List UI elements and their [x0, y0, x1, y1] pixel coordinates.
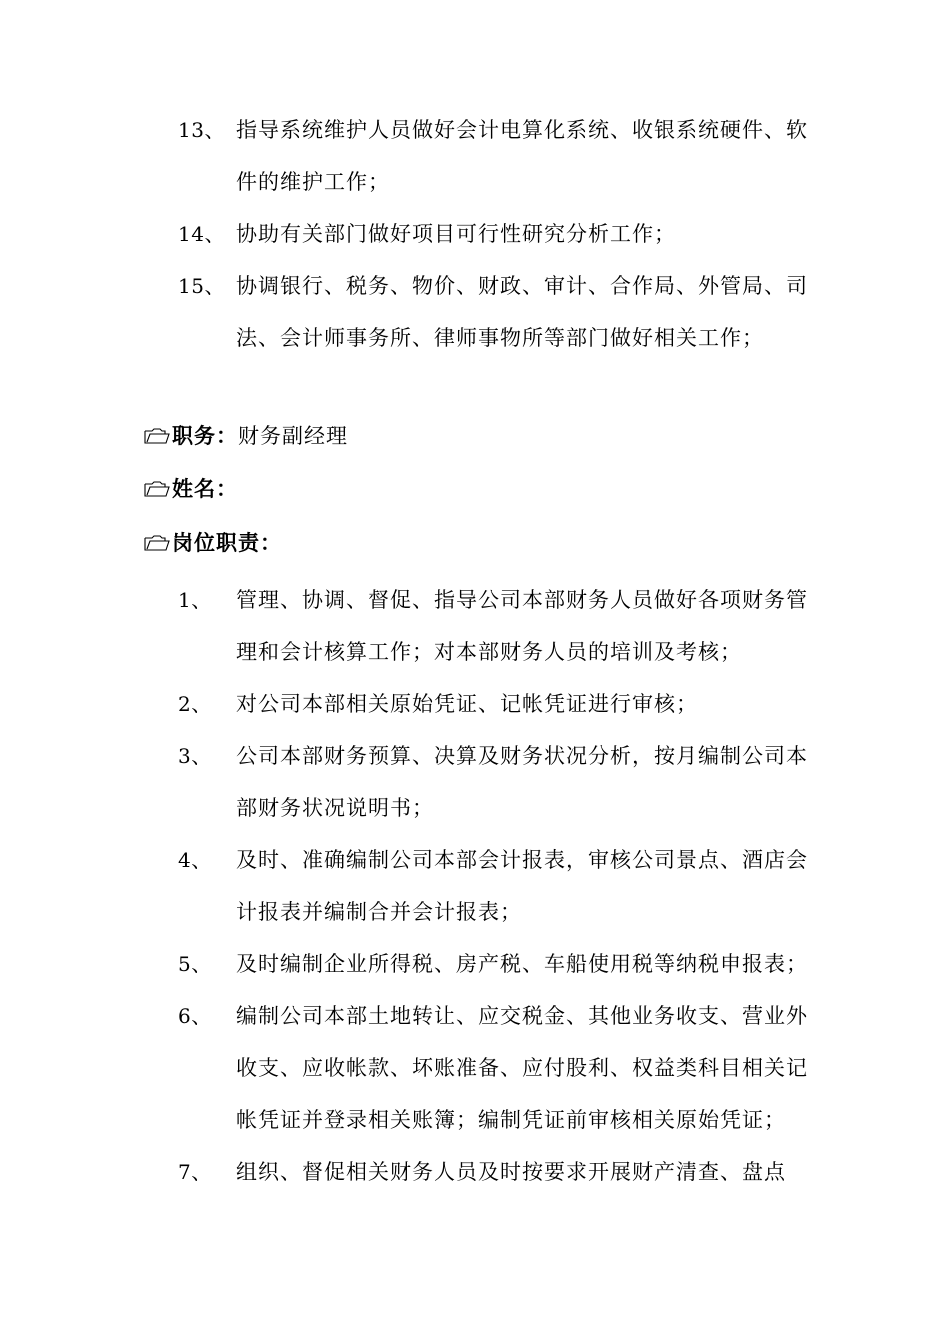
- continued-duty-list: [0, 104, 950, 364]
- item-text: 及时、准确编制公司本部会计报表，审核公司景点、酒店会计报表并编制合并会计报表；: [236, 848, 808, 924]
- item-number: 13、: [178, 118, 225, 142]
- list-item: [0, 990, 950, 1146]
- list-item: [0, 938, 950, 990]
- list-item: [0, 208, 950, 260]
- item-number: 1、: [178, 588, 212, 612]
- item-text: 及时编制企业所得税、房产税、车船使用税等纳税申报表；: [236, 952, 808, 976]
- folder-outline-icon: [144, 535, 170, 551]
- list-item: [0, 730, 950, 834]
- item-number: 7、: [178, 1160, 212, 1184]
- position-value: 财务副经理: [238, 424, 348, 448]
- item-number: 2、: [178, 692, 212, 716]
- item-text: 协调银行、税务、物价、财政、审计、合作局、外管局、司法、会计师事务所、律师事物所等部门做好相关工作；: [236, 274, 808, 350]
- list-item: [0, 104, 950, 208]
- item-text: 组织、督促相关财务人员及时按要求开展财产清查、盘点: [236, 1160, 786, 1184]
- item-number: 6、: [178, 1004, 212, 1028]
- duty-list: [0, 574, 950, 1198]
- list-item: [0, 834, 950, 938]
- item-text: 协助有关部门做好项目可行性研究分析工作；: [236, 222, 676, 246]
- position-heading: [144, 421, 348, 451]
- item-text: 对公司本部相关原始凭证、记帐凭证进行审核；: [236, 692, 698, 716]
- duties-label: 岗位职责：: [172, 530, 282, 555]
- item-number: 4、: [178, 848, 212, 872]
- list-item: [0, 1146, 950, 1198]
- duties-heading: [144, 528, 282, 558]
- name-heading: [144, 474, 238, 504]
- list-item: [0, 574, 950, 678]
- list-item: [0, 260, 950, 364]
- item-number: 14、: [178, 222, 225, 246]
- item-text: 公司本部财务预算、决算及财务状况分析，按月编制公司本部财务状况说明书；: [236, 744, 808, 820]
- folder-outline-icon: [144, 481, 170, 497]
- position-label: 职务：: [172, 423, 238, 448]
- name-label: 姓名：: [172, 476, 238, 501]
- item-text: 编制公司本部土地转让、应交税金、其他业务收支、营业外收支、应收帐款、坏账准备、应付股利、权益类科目相关记帐凭证并登录相关账簿；编制凭证前审核相关原始凭证；: [236, 1004, 808, 1132]
- item-number: 5、: [178, 952, 212, 976]
- folder-outline-icon: [144, 428, 170, 444]
- item-text: 指导系统维护人员做好会计电算化系统、收银系统硬件、软件的维护工作；: [236, 118, 808, 194]
- item-text: 管理、协调、督促、指导公司本部财务人员做好各项财务管理和会计核算工作；对本部财务人员的培训及考核；: [236, 588, 808, 664]
- item-number: 15、: [178, 274, 225, 298]
- item-number: 3、: [178, 744, 212, 768]
- list-item: [0, 678, 950, 730]
